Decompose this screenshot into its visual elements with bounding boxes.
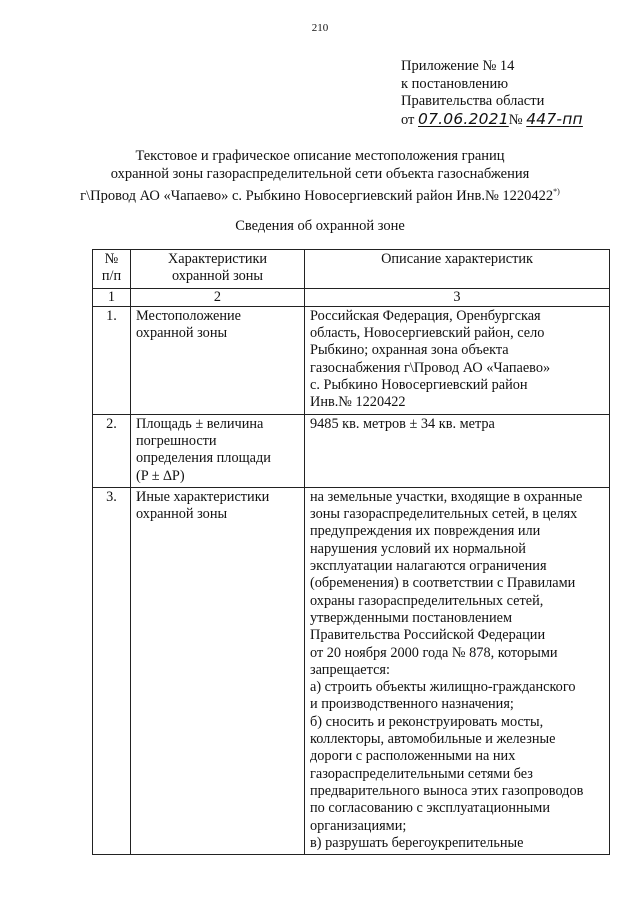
row-description: 9485 кв. метров ± 34 кв. метра — [305, 414, 610, 487]
appendix-line-3: Правительства области — [401, 93, 545, 109]
header-description: Описание характеристик — [305, 250, 610, 289]
header-number: № п/п — [93, 250, 131, 289]
column-number-3: 3 — [305, 288, 610, 306]
column-number-row — [93, 288, 610, 306]
table-row — [93, 306, 610, 414]
title-line-2: охранной зоны газораспределительной сети объекта газоснабжения — [110, 165, 530, 182]
appendix-header — [401, 58, 583, 129]
row-characteristic: Площадь ± величина погрешности определения площади (P ± ∆P) — [131, 414, 305, 487]
row-characteristic: Иные характеристики охранной зоны — [131, 487, 305, 854]
table-row — [93, 414, 610, 487]
title-line-3-text: г\Провод АО «Чапаево» с. Рыбкино Новосергиевский район Инв.№ 1220422 — [80, 188, 554, 204]
row-characteristic: Местоположение охранной зоны — [131, 306, 305, 414]
column-number-2: 2 — [131, 288, 305, 306]
document-title — [0, 148, 640, 206]
appendix-line-1: Приложение № 14 — [401, 58, 515, 74]
title-line-3 — [0, 183, 640, 206]
row-description: на земельные участки, входящие в охранные зоны газораспределительных сетей, в целях предупреждения их повреждения или нарушения условий их нормальной эксплуатации налагаются ограничения (обременения) в соответствии с Правилами охраны газораспределительных сетей, утвержденными постановлением Правительства Российской Федерации от 20 ноября 2000 года № 878, которыми запрещается: а) строить объекты жилищно-гражданского и производственного назначения; б) сносить и реконструировать мосты, коллекторы, автомобильные и железные дороги с расположенными на них газораспределительными сетями без предварительного выноса этих газопроводов по согласованию с эксплуатационными организациями; в) разрушать берегоукрепительные — [305, 487, 610, 854]
page-number: 210 — [311, 22, 329, 34]
handwritten-date: 07.06.2021 — [418, 109, 509, 128]
row-description: Российская Федерация, Оренбургская область, Новосергиевский район, село Рыбкино; охранная зона объекта газоснабжения г\Провод АО «Чапаево» с. Рыбкино Новосергиевский район Инв.№ 1220422 — [305, 306, 610, 414]
number-prefix: № — [508, 111, 523, 128]
header-characteristic: Характеристики охранной зоны — [131, 250, 305, 289]
row-number: 3. — [93, 487, 131, 854]
column-number-1: 1 — [93, 288, 131, 306]
handwritten-number: 447-пп — [526, 109, 583, 128]
zone-info-table — [92, 249, 610, 855]
title-line-1: Текстовое и графическое описание местоположения границ — [135, 148, 505, 164]
appendix-date-line — [401, 111, 583, 130]
footnote-mark: *) — [553, 187, 560, 196]
table-row — [93, 487, 610, 854]
appendix-line-2: к постановлению — [401, 75, 509, 92]
table-header-row — [93, 250, 610, 289]
row-number: 1. — [93, 306, 131, 414]
row-number: 2. — [93, 414, 131, 487]
section-title: Сведения об охранной зоне — [235, 218, 405, 234]
date-prefix: от — [401, 111, 415, 128]
